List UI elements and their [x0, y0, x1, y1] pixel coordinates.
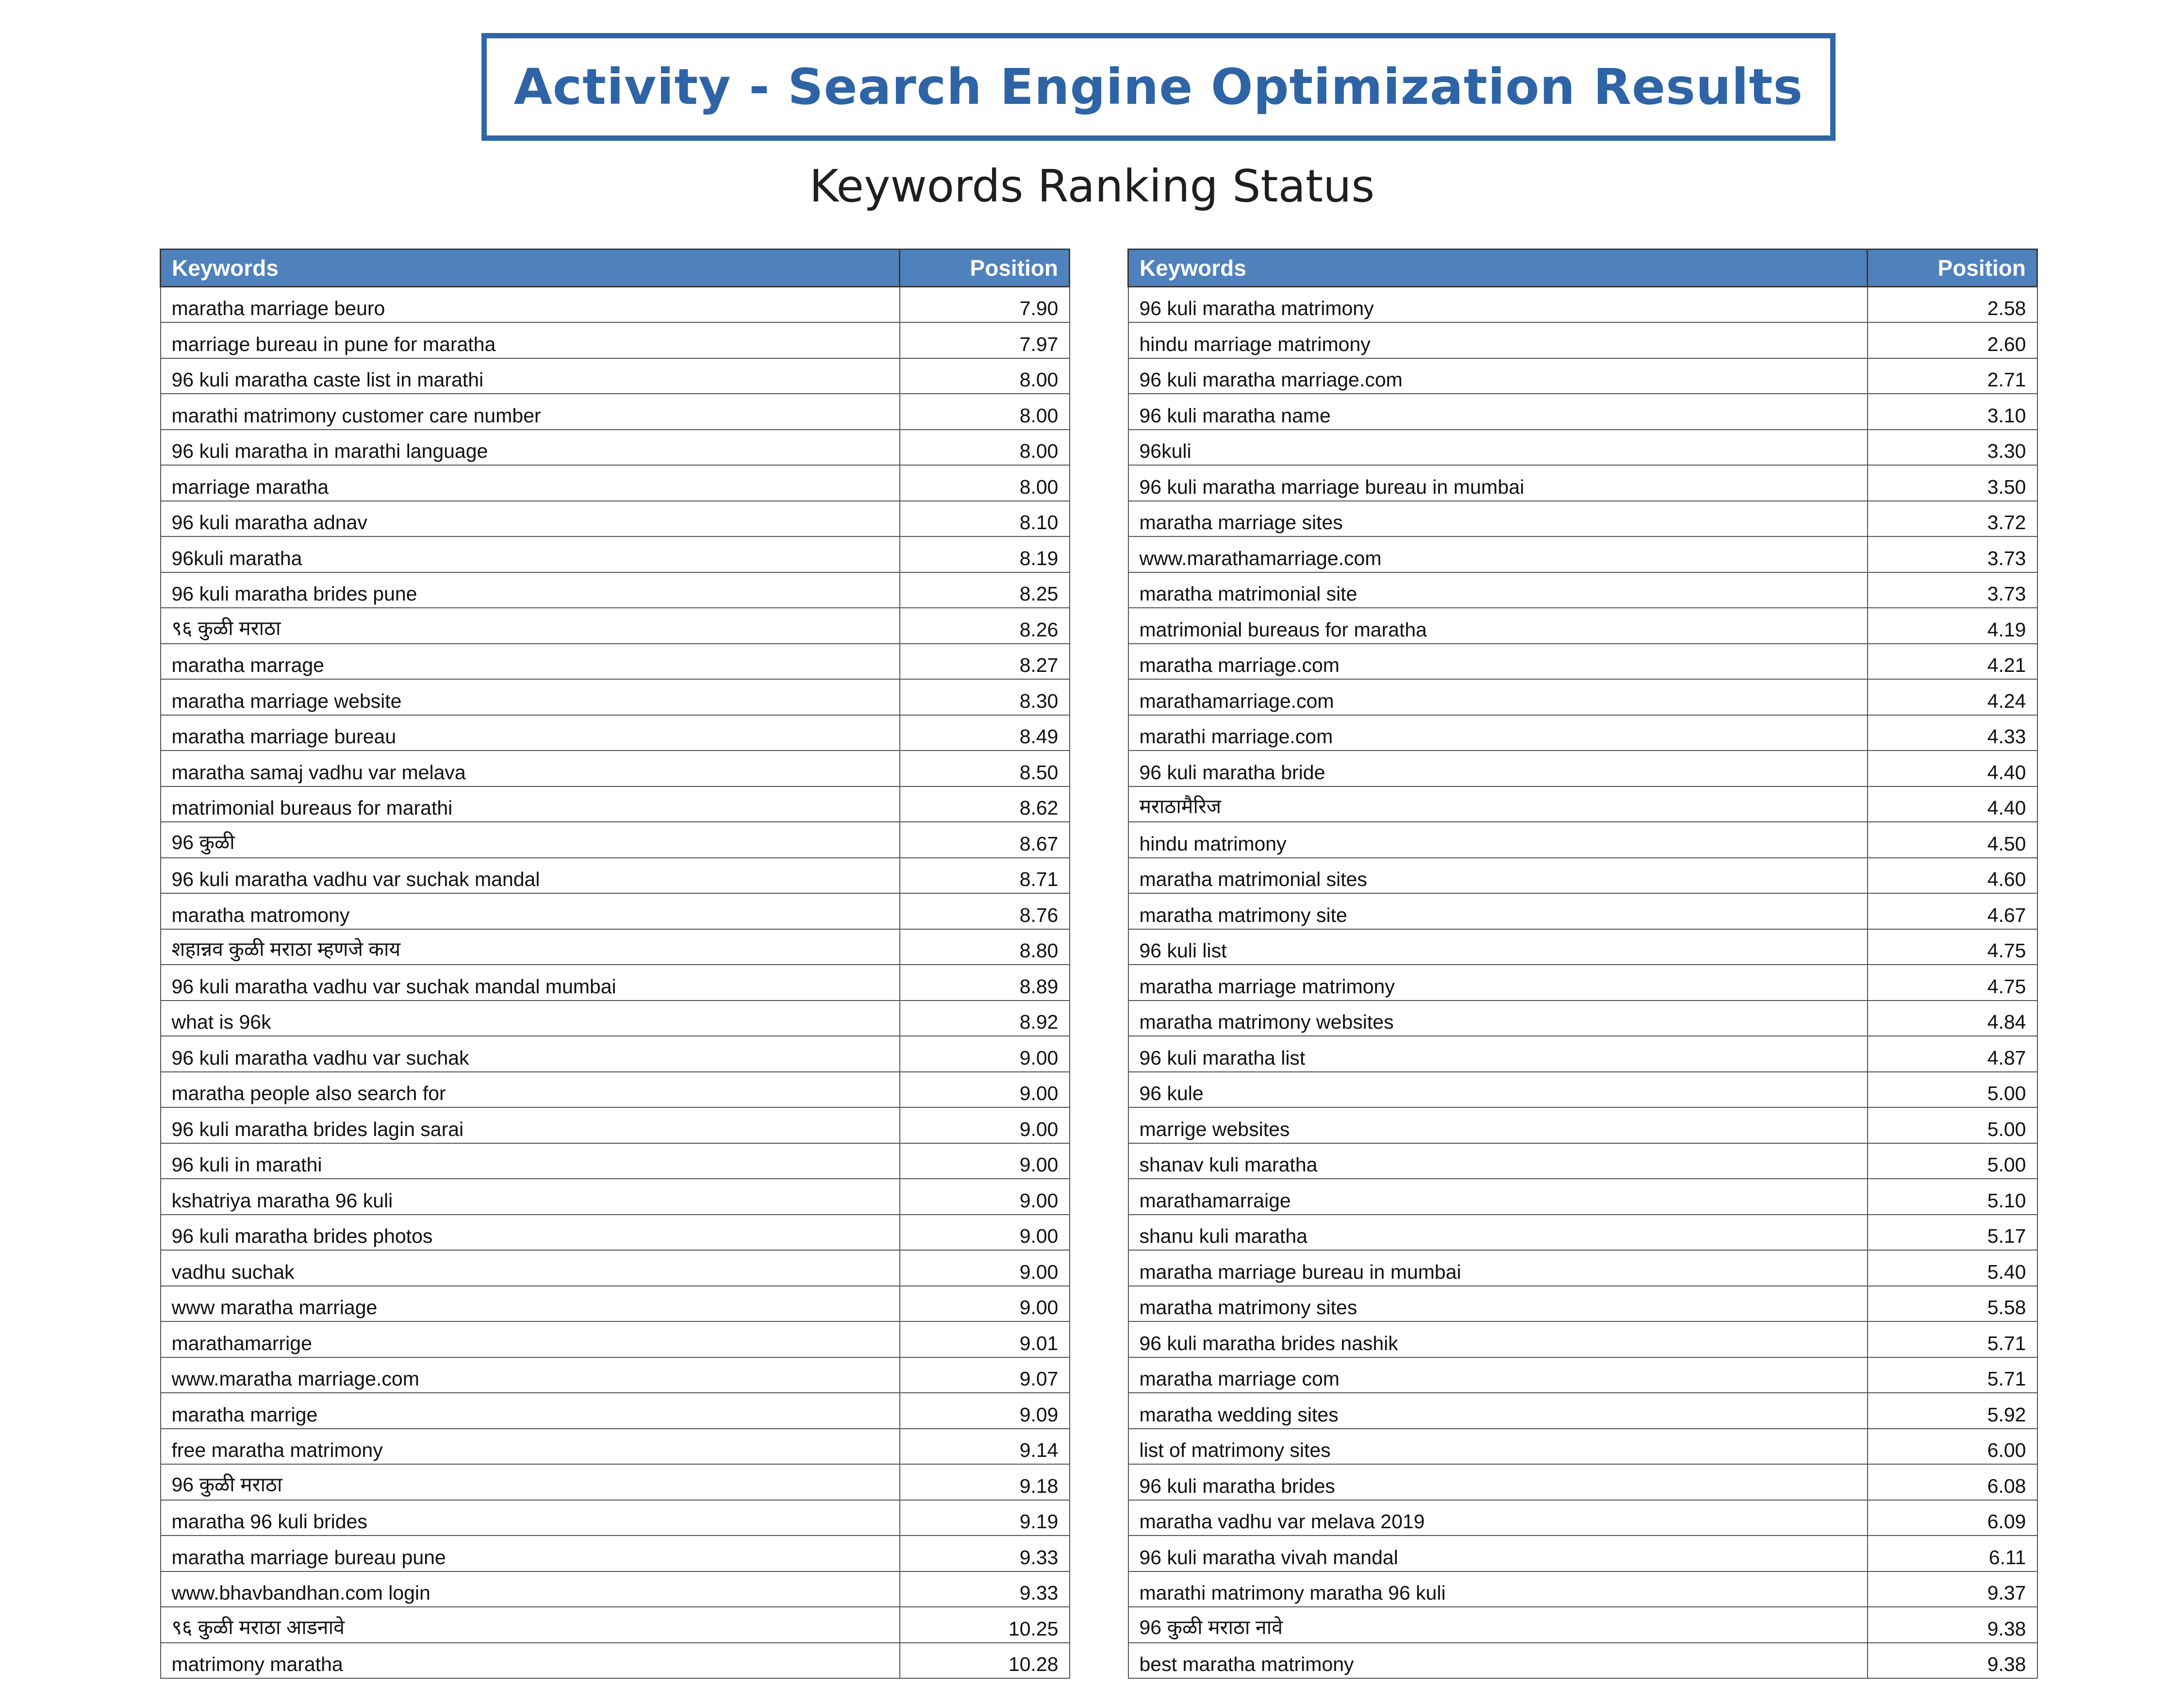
- position-cell: 4.21: [1868, 644, 2037, 680]
- position-cell: 5.71: [1868, 1357, 2037, 1393]
- keyword-cell: 96 kuli maratha brides lagin sarai: [161, 1107, 900, 1143]
- position-cell: 5.00: [1868, 1143, 2037, 1179]
- keyword-cell: 96 kuli maratha brides pune: [161, 572, 900, 608]
- position-column-header: Position: [900, 250, 1070, 287]
- table-row: [1128, 394, 2037, 430]
- keyword-cell: marathamarrige: [161, 1321, 900, 1357]
- table-row: [1128, 501, 2037, 537]
- table-row: [1128, 1500, 2037, 1536]
- position-cell: 8.00: [900, 465, 1070, 501]
- table-row: [161, 1464, 1070, 1500]
- keyword-cell: maratha people also search for: [161, 1072, 900, 1108]
- table-row: [161, 965, 1070, 1001]
- table-header-row: [1128, 250, 2037, 287]
- keyword-cell: 96 kuli maratha list: [1128, 1036, 1868, 1072]
- table-row: [1128, 465, 2037, 501]
- table-row: [161, 679, 1070, 715]
- table-row: [1128, 1571, 2037, 1607]
- position-cell: 3.72: [1868, 501, 2037, 537]
- table-row: [1128, 965, 2037, 1001]
- position-cell: 3.10: [1868, 394, 2037, 430]
- table-row: [161, 1500, 1070, 1536]
- position-cell: 8.00: [900, 358, 1070, 394]
- keyword-cell: maratha marriage com: [1128, 1357, 1868, 1393]
- page-title: Activity - Search Engine Optimization Results: [513, 58, 1803, 116]
- keyword-cell: 96 kule: [1128, 1072, 1868, 1108]
- position-cell: 3.73: [1868, 536, 2037, 572]
- position-cell: 5.17: [1868, 1215, 2037, 1251]
- keyword-cell: list of matrimony sites: [1128, 1429, 1868, 1465]
- table-row: [161, 1357, 1070, 1393]
- keyword-cell: marathamarraige: [1128, 1179, 1868, 1215]
- keyword-cell: 96 कुळी मराठा नावे: [1128, 1607, 1868, 1643]
- table-row: [1128, 1250, 2037, 1286]
- table-row: [1128, 322, 2037, 358]
- table-row: [1128, 1179, 2037, 1215]
- position-cell: 5.00: [1868, 1072, 2037, 1108]
- position-cell: 4.87: [1868, 1036, 2037, 1072]
- table-row: [161, 1143, 1070, 1179]
- keyword-cell: 96 kuli list: [1128, 929, 1868, 965]
- table-row: [1128, 572, 2037, 608]
- position-cell: 9.14: [900, 1429, 1070, 1465]
- keyword-cell: maratha matrimonial site: [1128, 572, 1868, 608]
- position-cell: 8.62: [900, 786, 1070, 822]
- position-cell: 8.92: [900, 1001, 1070, 1036]
- table-row: [161, 715, 1070, 751]
- keyword-cell: maratha matrimonial sites: [1128, 858, 1868, 894]
- keyword-cell: 96 kuli maratha vadhu var suchak mandal: [161, 858, 900, 894]
- position-cell: 2.58: [1868, 287, 2037, 323]
- position-cell: 9.07: [900, 1357, 1070, 1393]
- keyword-cell: maratha marrige: [161, 1393, 900, 1429]
- position-cell: 8.10: [900, 501, 1070, 537]
- table-row: [161, 287, 1070, 323]
- table-row: [1128, 430, 2037, 466]
- keyword-cell: maratha marriage beuro: [161, 287, 900, 323]
- keyword-cell: shanu kuli maratha: [1128, 1215, 1868, 1251]
- keyword-cell: maratha wedding sites: [1128, 1393, 1868, 1429]
- keyword-cell: maratha matrimony site: [1128, 893, 1868, 929]
- position-cell: 6.08: [1868, 1464, 2037, 1500]
- position-cell: 4.84: [1868, 1001, 2037, 1036]
- table-row: [161, 1429, 1070, 1465]
- right-keywords-table: [1127, 249, 2038, 1679]
- table-row: [1128, 858, 2037, 894]
- keywords-column-header: Keywords: [1128, 250, 1868, 287]
- position-cell: 5.00: [1868, 1107, 2037, 1143]
- table-row: [161, 1215, 1070, 1251]
- position-cell: 5.71: [1868, 1321, 2037, 1357]
- right-table-body: [1128, 287, 2037, 1679]
- table-row: [1128, 1215, 2037, 1251]
- position-cell: 4.24: [1868, 679, 2037, 715]
- position-cell: 8.80: [900, 929, 1070, 965]
- keyword-cell: 96 kuli maratha brides: [1128, 1464, 1868, 1500]
- keyword-cell: maratha matromony: [161, 893, 900, 929]
- table-row: [161, 394, 1070, 430]
- table-row: [161, 1571, 1070, 1607]
- position-cell: 9.09: [900, 1393, 1070, 1429]
- keyword-cell: www.maratha marriage.com: [161, 1357, 900, 1393]
- position-cell: 5.58: [1868, 1286, 2037, 1322]
- position-cell: 4.75: [1868, 929, 2037, 965]
- left-table-body: [161, 287, 1070, 1679]
- position-cell: 4.50: [1868, 822, 2037, 858]
- position-cell: 10.28: [900, 1643, 1070, 1679]
- table-row: [161, 430, 1070, 466]
- table-row: [161, 893, 1070, 929]
- keyword-cell: 96 kuli maratha adnav: [161, 501, 900, 537]
- keyword-cell: kshatriya maratha 96 kuli: [161, 1179, 900, 1215]
- position-cell: 9.00: [900, 1215, 1070, 1251]
- position-cell: 8.00: [900, 430, 1070, 466]
- position-cell: 9.00: [900, 1143, 1070, 1179]
- table-row: [161, 751, 1070, 786]
- keyword-cell: 96 kuli maratha caste list in marathi: [161, 358, 900, 394]
- position-cell: 9.38: [1868, 1643, 2037, 1679]
- position-cell: 8.67: [900, 822, 1070, 858]
- keyword-cell: www.bhavbandhan.com login: [161, 1571, 900, 1607]
- table-row: [161, 858, 1070, 894]
- position-cell: 9.00: [900, 1286, 1070, 1322]
- keyword-cell: www.marathamarriage.com: [1128, 536, 1868, 572]
- keyword-cell: vadhu suchak: [161, 1250, 900, 1286]
- table-row: [1128, 1286, 2037, 1322]
- keyword-cell: marathi matrimony customer care number: [161, 394, 900, 430]
- keyword-cell: maratha marriage bureau pune: [161, 1536, 900, 1571]
- table-header-row: [161, 250, 1070, 287]
- keyword-cell: matrimonial bureaus for maratha: [1128, 608, 1868, 644]
- keyword-cell: ९६ कुळी मराठा आडनावे: [161, 1607, 900, 1643]
- position-cell: 3.73: [1868, 572, 2037, 608]
- table-row: [161, 1536, 1070, 1571]
- position-cell: 4.75: [1868, 965, 2037, 1001]
- position-cell: 9.01: [900, 1321, 1070, 1357]
- page-subtitle: Keywords Ranking Status: [809, 160, 1375, 212]
- keyword-cell: 96 kuli maratha brides photos: [161, 1215, 900, 1251]
- position-cell: 9.38: [1868, 1607, 2037, 1643]
- keyword-cell: marriage maratha: [161, 465, 900, 501]
- keyword-cell: maratha marrage: [161, 644, 900, 680]
- keyword-cell: 96 kuli in marathi: [161, 1143, 900, 1179]
- position-cell: 9.00: [900, 1179, 1070, 1215]
- position-cell: 4.19: [1868, 608, 2037, 644]
- position-cell: 2.71: [1868, 358, 2037, 394]
- table-row: [1128, 1321, 2037, 1357]
- keyword-cell: best maratha matrimony: [1128, 1643, 1868, 1679]
- table-row: [161, 501, 1070, 537]
- table-row: [161, 358, 1070, 394]
- position-cell: 9.33: [900, 1571, 1070, 1607]
- table-row: [161, 822, 1070, 858]
- keyword-cell: 96 kuli maratha bride: [1128, 751, 1868, 786]
- table-row: [161, 1107, 1070, 1143]
- keyword-cell: शहान्नव कुळी मराठा म्हणजे काय: [161, 929, 900, 965]
- keyword-cell: marriage bureau in pune for maratha: [161, 322, 900, 358]
- keyword-cell: hindu matrimony: [1128, 822, 1868, 858]
- table-row: [1128, 786, 2037, 822]
- table-row: [161, 1001, 1070, 1036]
- keyword-cell: maratha marriage.com: [1128, 644, 1868, 680]
- table-row: [161, 608, 1070, 644]
- keyword-cell: free maratha matrimony: [161, 1429, 900, 1465]
- position-cell: 4.40: [1868, 786, 2037, 822]
- table-row: [161, 786, 1070, 822]
- keyword-cell: 96 कुळी मराठा: [161, 1464, 900, 1500]
- position-cell: 2.60: [1868, 322, 2037, 358]
- table-row: [1128, 1107, 2037, 1143]
- table-row: [161, 929, 1070, 965]
- title-box: [481, 33, 1836, 141]
- position-cell: 7.97: [900, 322, 1070, 358]
- position-cell: 6.11: [1868, 1536, 2037, 1571]
- position-cell: 3.50: [1868, 465, 2037, 501]
- keyword-cell: 96 कुळी: [161, 822, 900, 858]
- keyword-cell: marathi marriage.com: [1128, 715, 1868, 751]
- position-cell: 5.92: [1868, 1393, 2037, 1429]
- position-cell: 9.00: [900, 1107, 1070, 1143]
- table-row: [1128, 644, 2037, 680]
- position-cell: 6.09: [1868, 1500, 2037, 1536]
- table-row: [1128, 608, 2037, 644]
- keyword-cell: maratha matrimony websites: [1128, 1001, 1868, 1036]
- keyword-cell: what is 96k: [161, 1001, 900, 1036]
- keyword-cell: maratha 96 kuli brides: [161, 1500, 900, 1536]
- table-row: [1128, 715, 2037, 751]
- keyword-cell: maratha vadhu var melava 2019: [1128, 1500, 1868, 1536]
- position-cell: 8.76: [900, 893, 1070, 929]
- position-cell: 9.19: [900, 1500, 1070, 1536]
- position-cell: 7.90: [900, 287, 1070, 323]
- position-cell: 4.60: [1868, 858, 2037, 894]
- position-cell: 9.00: [900, 1072, 1070, 1108]
- position-cell: 8.27: [900, 644, 1070, 680]
- position-cell: 9.37: [1868, 1571, 2037, 1607]
- keyword-cell: ९६ कुळी मराठा: [161, 608, 900, 644]
- keyword-cell: maratha matrimony sites: [1128, 1286, 1868, 1322]
- table-row: [1128, 1072, 2037, 1108]
- keyword-cell: 96 kuli maratha name: [1128, 394, 1868, 430]
- keyword-cell: 96kuli maratha: [161, 536, 900, 572]
- position-cell: 8.49: [900, 715, 1070, 751]
- keyword-cell: marathi matrimony maratha 96 kuli: [1128, 1571, 1868, 1607]
- table-row: [1128, 358, 2037, 394]
- position-cell: 8.50: [900, 751, 1070, 786]
- keyword-cell: 96 kuli maratha marriage bureau in mumbai: [1128, 465, 1868, 501]
- position-cell: 9.18: [900, 1464, 1070, 1500]
- position-cell: 9.33: [900, 1536, 1070, 1571]
- table-row: [161, 1607, 1070, 1643]
- position-cell: 8.71: [900, 858, 1070, 894]
- position-cell: 9.00: [900, 1036, 1070, 1072]
- table-row: [161, 644, 1070, 680]
- keyword-cell: maratha marriage website: [161, 679, 900, 715]
- keyword-cell: मराठामैरिज: [1128, 786, 1868, 822]
- table-row: [1128, 1607, 2037, 1643]
- keyword-cell: maratha marriage sites: [1128, 501, 1868, 537]
- table-row: [161, 322, 1070, 358]
- position-cell: 8.00: [900, 394, 1070, 430]
- keyword-cell: 96 kuli maratha vivah mandal: [1128, 1536, 1868, 1571]
- position-cell: 3.30: [1868, 430, 2037, 466]
- keyword-cell: marathamarriage.com: [1128, 679, 1868, 715]
- keyword-cell: maratha samaj vadhu var melava: [161, 751, 900, 786]
- position-cell: 4.67: [1868, 893, 2037, 929]
- keyword-cell: shanav kuli maratha: [1128, 1143, 1868, 1179]
- table-row: [161, 1036, 1070, 1072]
- table-row: [1128, 929, 2037, 965]
- table-row: [161, 1072, 1070, 1108]
- keyword-cell: 96kuli: [1128, 430, 1868, 466]
- table-row: [1128, 1036, 2037, 1072]
- position-cell: 5.10: [1868, 1179, 2037, 1215]
- table-row: [161, 465, 1070, 501]
- keyword-cell: 96 kuli maratha marriage.com: [1128, 358, 1868, 394]
- position-cell: 10.25: [900, 1607, 1070, 1643]
- position-column-header: Position: [1868, 250, 2037, 287]
- table-row: [1128, 1536, 2037, 1571]
- keywords-column-header: Keywords: [161, 250, 900, 287]
- keyword-cell: maratha marriage bureau: [161, 715, 900, 751]
- position-cell: 5.40: [1868, 1250, 2037, 1286]
- table-row: [161, 1643, 1070, 1679]
- position-cell: 8.30: [900, 679, 1070, 715]
- table-row: [1128, 751, 2037, 786]
- left-keywords-table: [160, 249, 1070, 1679]
- position-cell: 8.19: [900, 536, 1070, 572]
- table-row: [1128, 679, 2037, 715]
- table-row: [1128, 287, 2037, 323]
- keyword-cell: 96 kuli maratha vadhu var suchak mandal mumbai: [161, 965, 900, 1001]
- table-row: [1128, 1429, 2037, 1465]
- keyword-cell: 96 kuli maratha brides nashik: [1128, 1321, 1868, 1357]
- table-row: [1128, 1393, 2037, 1429]
- keyword-cell: www maratha marriage: [161, 1286, 900, 1322]
- keyword-cell: matrimony maratha: [161, 1643, 900, 1679]
- position-cell: 4.40: [1868, 751, 2037, 786]
- table-row: [161, 1286, 1070, 1322]
- position-cell: 8.26: [900, 608, 1070, 644]
- keyword-cell: marrige websites: [1128, 1107, 1868, 1143]
- position-cell: 8.25: [900, 572, 1070, 608]
- keyword-cell: hindu marriage matrimony: [1128, 322, 1868, 358]
- table-row: [1128, 1143, 2037, 1179]
- position-cell: 6.00: [1868, 1429, 2037, 1465]
- keyword-cell: 96 kuli maratha in marathi language: [161, 430, 900, 466]
- keyword-cell: maratha marriage matrimony: [1128, 965, 1868, 1001]
- table-row: [1128, 1001, 2037, 1036]
- table-row: [161, 572, 1070, 608]
- table-row: [161, 1250, 1070, 1286]
- position-cell: 4.33: [1868, 715, 2037, 751]
- position-cell: 9.00: [900, 1250, 1070, 1286]
- keyword-cell: matrimonial bureaus for marathi: [161, 786, 900, 822]
- position-cell: 8.89: [900, 965, 1070, 1001]
- table-row: [161, 1393, 1070, 1429]
- table-row: [1128, 536, 2037, 572]
- keyword-cell: 96 kuli maratha matrimony: [1128, 287, 1868, 323]
- table-row: [1128, 1357, 2037, 1393]
- table-row: [1128, 1464, 2037, 1500]
- table-row: [1128, 893, 2037, 929]
- table-row: [161, 1321, 1070, 1357]
- table-row: [161, 536, 1070, 572]
- keyword-cell: maratha marriage bureau in mumbai: [1128, 1250, 1868, 1286]
- table-row: [161, 1179, 1070, 1215]
- table-row: [1128, 822, 2037, 858]
- keyword-cell: 96 kuli maratha vadhu var suchak: [161, 1036, 900, 1072]
- table-row: [1128, 1643, 2037, 1679]
